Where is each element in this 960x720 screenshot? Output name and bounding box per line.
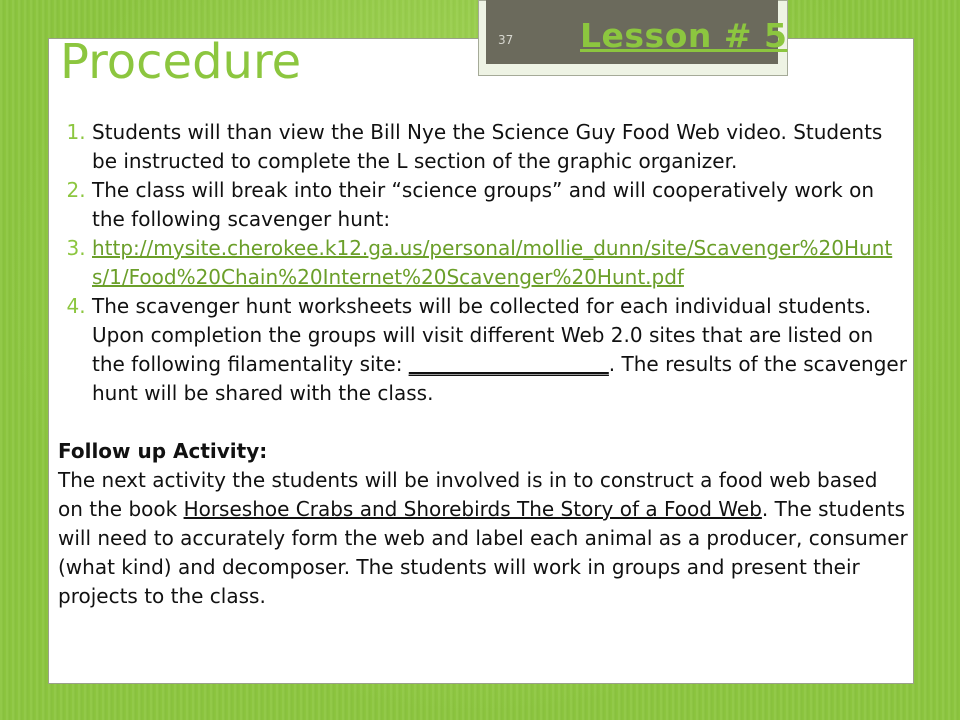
scavenger-hunt-link[interactable]: http://mysite.cherokee.k12.ga.us/personal/mollie_dunn/site/Scavenger%20Hunts/1/Food%20Chain%20Internet%20Scavenger%20Hunt.pdf [92, 236, 893, 289]
procedure-body [58, 118, 908, 611]
step-text-tail: . The results of the scavenger hunt will be shared with the class. [92, 352, 907, 405]
book-title: Horseshoe Crabs and Shorebirds The Story of a Food Web [183, 497, 762, 521]
procedure-step-2 [92, 176, 908, 234]
step-text: Students will than view the Bill Nye the Science Guy Food Web video. Students be instructed to complete the L section of the graphic organizer. [92, 120, 883, 173]
procedure-step-3 [92, 234, 908, 292]
step-text: The class will break into their “science groups” and will cooperatively work on the following scavenger hunt: [92, 178, 875, 231]
followup-text-tail: . The students will need to accurately form the web and label each animal as a producer, consumer (what kind) and decomposer. The students will work in groups and present their projects to the class. [58, 497, 908, 608]
followup-heading: Follow up Activity: [58, 439, 268, 463]
followup-text: The next activity the students will be involved is in to construct a food web based on the book [58, 468, 878, 521]
procedure-step-1 [92, 118, 908, 176]
page-title: Procedure [60, 34, 302, 90]
filamentality-blank: ____________________ [408, 352, 609, 376]
procedure-step-4 [92, 292, 908, 408]
procedure-steps-list [58, 118, 908, 408]
slide-number: 37 [498, 33, 514, 47]
step-text: The scavenger hunt worksheets will be collected for each individual students. Upon completion the groups will visit different Web 2.0 sites that are listed on the following filamentality site: [92, 294, 874, 376]
followup-paragraph [58, 466, 908, 611]
lesson-title: Lesson # 5 [580, 16, 788, 55]
